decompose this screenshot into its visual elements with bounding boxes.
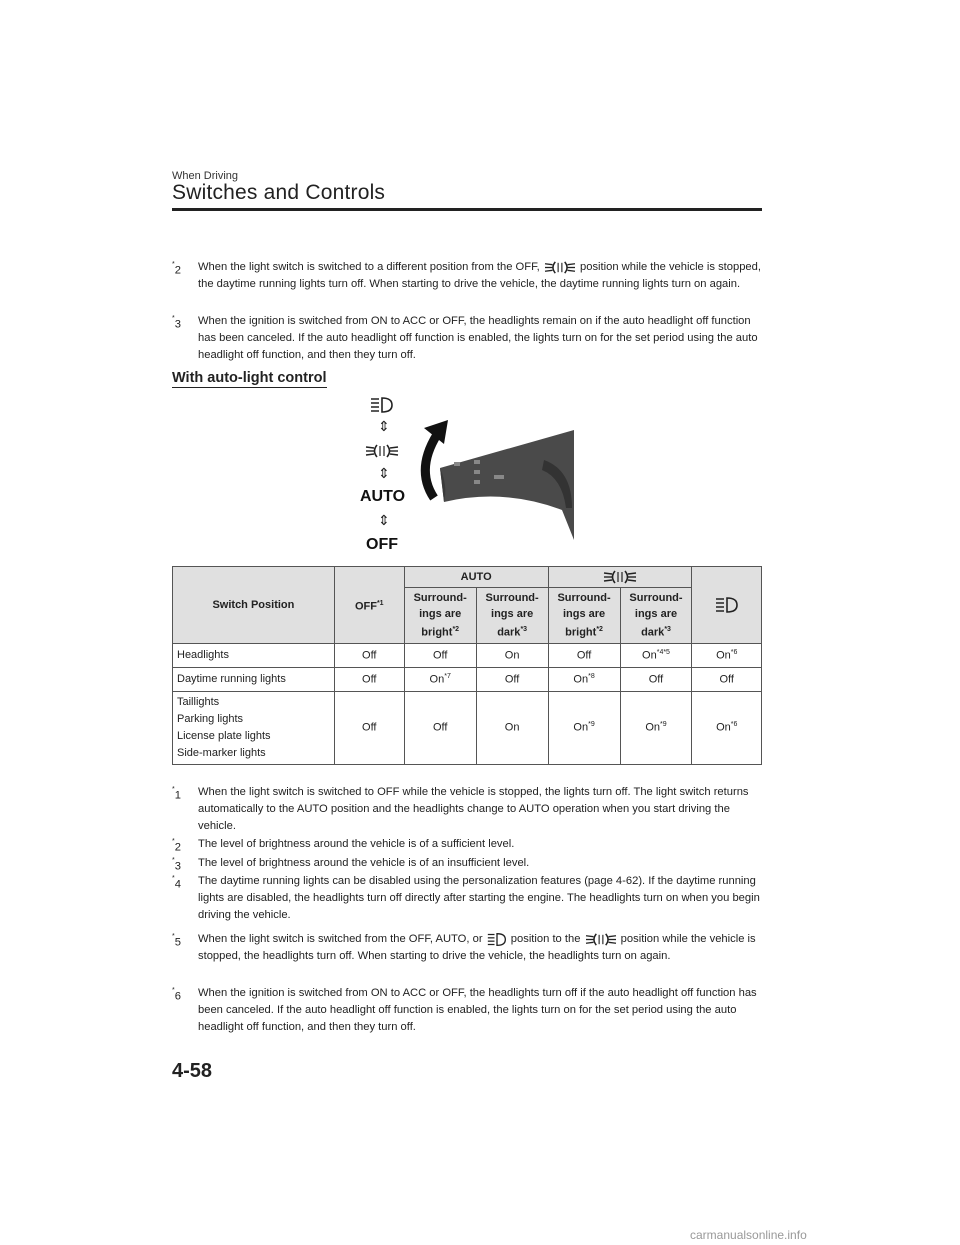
table-cell: On$^{*7}$: [404, 667, 476, 691]
table-cell: Off: [404, 643, 476, 667]
parking-light-icon: [543, 260, 577, 275]
table-cell: Off: [476, 667, 548, 691]
header-switch-position: Switch Position: [173, 567, 335, 644]
table-cell: On$^{*9}$: [548, 691, 620, 764]
table-row: [173, 667, 762, 691]
table-cell: Off: [548, 643, 620, 667]
header-parking: [548, 567, 692, 588]
footnote-1: *1 When the light switch is switched to OFF while the vehicle is stopped, the lights turn off. The light switch returns automatically to the AUTO position and the headlights change to AUTO operation when you start driving the vehicle.: [172, 786, 749, 832]
table-cell: On$^{*9}$: [620, 691, 692, 764]
subheader-cell: Surround-ings are bright$^{*2}$: [404, 588, 476, 644]
headlight-high-icon: [715, 596, 739, 614]
section-label: When Driving: [172, 170, 239, 182]
light-operation-table: [172, 566, 762, 765]
footnote-3: *3 The level of brightness around the vehicle is of an insufficient level.: [172, 857, 530, 873]
headlight-high-icon: [486, 932, 508, 947]
parking-light-icon: [602, 569, 638, 585]
header-auto: AUTO: [404, 567, 548, 588]
table-cell: $On^{*4*5}$: [620, 643, 692, 667]
up-down-arrow-icon: ⇕: [378, 465, 390, 481]
table-cell: On$^{*6}$: [692, 643, 762, 667]
row-label: Daytime running lights: [173, 667, 335, 691]
up-down-arrow-icon: ⇕: [378, 512, 390, 528]
table-cell: Off: [334, 667, 404, 691]
table-row: [173, 643, 762, 667]
table-cell: Off: [692, 667, 762, 691]
table-header-row: [173, 567, 762, 588]
table-cell: Off: [404, 691, 476, 764]
subheader-cell: Surround-ings are dark$^{*3}$: [476, 588, 548, 644]
footnote-6: *6 When the ignition is switched from ON to ACC or OFF, the headlights turn off if the auto headlight off function has been canceled. If the auto headlight off function is enabled, the lights turn on for the set period using the auto headlight off function, and then they turn off.: [172, 987, 757, 1033]
subheader-cell: Surround-ings are bright$^{*2}$: [548, 588, 620, 644]
footnote-3-top: *3 When the ignition is switched from ON to ACC or OFF, the headlights remain on if the auto headlight off function has been canceled. If the auto headlight off function is enabled, the lights turn on for the set period using the auto headlight off function, and then they turn off.: [172, 315, 758, 361]
off-position-label: OFF: [366, 536, 398, 553]
light-switch-illustration: [344, 390, 574, 560]
footnote-4: *4 The daytime running lights can be disabled using the personalization features (page 4-62). If the daytime running lights are disabled, the headlights turn off directly after starting the engine. The headlights turn on when you begin driving the vehicle.: [172, 875, 760, 921]
watermark: carmanualsonline.info: [690, 1228, 807, 1242]
table-cell: On$^{*6}$: [692, 691, 762, 764]
table-cell: On$^{*8}$: [548, 667, 620, 691]
header-headlight: [692, 567, 762, 644]
page-number: 4-58: [172, 1060, 213, 1082]
title-divider: [172, 208, 762, 211]
up-down-arrow-icon: ⇕: [378, 418, 390, 434]
page-title: Switches and Controls: [172, 181, 386, 204]
table-cell: Off: [620, 667, 692, 691]
footnote-2-top: *2 When the light switch is switched to a different position from the OFF, position while the vehicle is stopped, the daytime running lights turn off. When starting to drive the vehicle, the daytime running lights turn on again.: [172, 261, 761, 290]
section-subheading: With auto-light control: [172, 370, 327, 386]
footnote-5: *5 When the light switch is switched from the OFF, AUTO, or position to the position while the vehicle is stopped, the headlights turn off. When starting to drive the vehicle, the headlights turn on again.: [172, 933, 756, 962]
table-cell: On: [476, 643, 548, 667]
parking-light-icon: [584, 932, 618, 947]
parking-light-icon: [364, 443, 400, 459]
table-cell: Off: [334, 643, 404, 667]
auto-position-label: AUTO: [360, 488, 406, 505]
headlight-high-icon: [370, 396, 394, 414]
subheader-cell: Surround-ings are dark$^{*3}$: [620, 588, 692, 644]
header-off: OFF$^{*1}$: [334, 567, 404, 644]
table-cell: Off: [334, 691, 404, 764]
table-row: [173, 691, 762, 764]
row-label: Headlights: [173, 643, 335, 667]
row-label: Taillights Parking lights License plate lights Side-marker lights: [173, 691, 335, 764]
table-cell: On: [476, 691, 548, 764]
footnote-2: *2 The level of brightness around the vehicle is of a sufficient level.: [172, 838, 515, 854]
